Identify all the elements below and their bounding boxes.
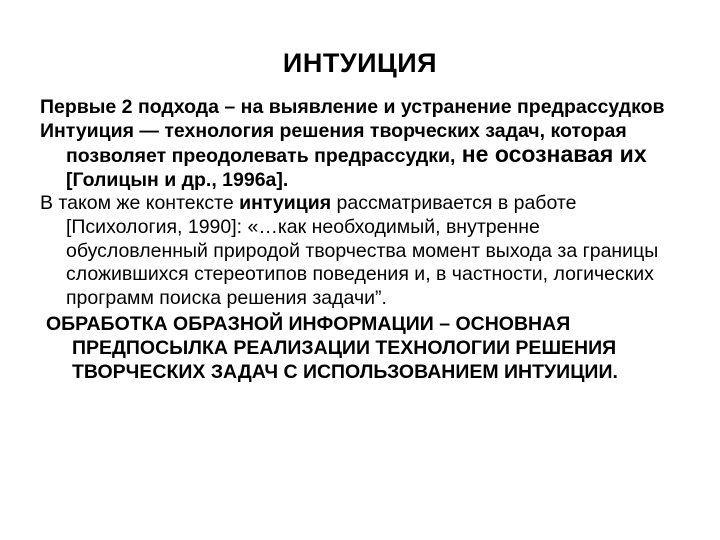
definition-citation: [Голицын и др., 1996а]. [66, 168, 289, 191]
definition-text: Интуиция — технология решения творческих задач, которая позволяет преодолевать предрассудки, [40, 119, 627, 168]
slide-body [40, 96, 680, 384]
context-keyword: интуиция [239, 192, 332, 215]
context-intro: В таком же контексте [40, 192, 240, 215]
paragraph-context [40, 192, 680, 310]
slide-title: ИНТУИЦИЯ [282, 48, 438, 78]
paragraph-approaches: Первые 2 подхода – на выявление и устранение предрассудков [40, 96, 665, 118]
context-text: рассматривается в работе [Психология, 1990]: «…как необходимый, внутренне обусловленный природой творчества момент выхода за границы сложившихся стереотипов поведения и, в частности, логических программ поиска решения задачи”. [66, 192, 659, 309]
paragraph-conclusion: ОБРАБОТКА ОБРАЗНОЙ ИНФОРМАЦИИ – ОСНОВНАЯ ПРЕДПОСЫЛКА РЕАЛИЗАЦИИ ТЕХНОЛОГИИ РЕШЕНИЯ ТВОРЧЕСКИХ ЗАДАЧ С ИСПОЛЬЗОВАНИЕМ ИНТУИЦИИ. [46, 313, 618, 384]
paragraph-intuition-definition [40, 120, 680, 193]
definition-emphasis: не осознавая их [455, 141, 647, 168]
